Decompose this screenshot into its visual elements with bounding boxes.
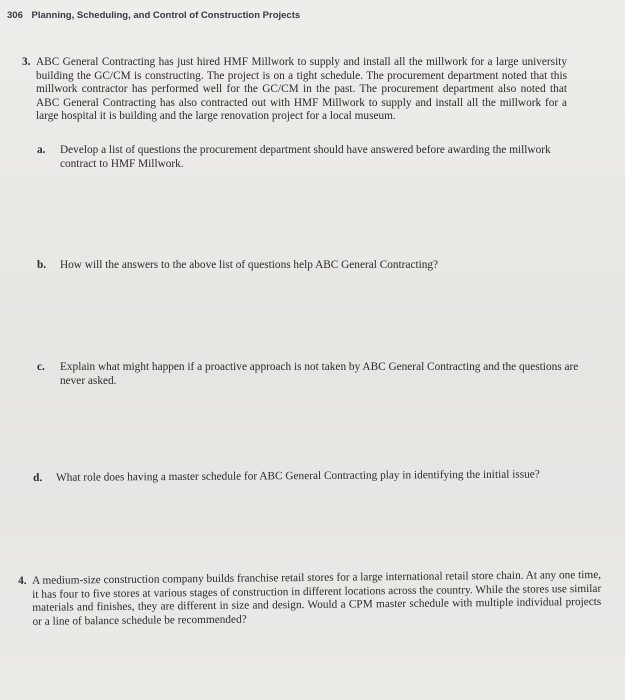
page-number: 306 — [7, 10, 23, 21]
part-text: What role does having a master schedule for ABC General Contracting play in identifying the initial issue? — [55, 468, 540, 484]
running-title: Planning, Scheduling, and Control of Construction Projects — [31, 10, 301, 21]
question-text: ABC General Contracting has just hired HMF Millwork to supply and install all the millwork for a large university building the GC/CM is constructing. The project is on a tight schedule. The procurement department noted that this millwork contractor has performed well for the GC/CM in the past. The procurement department also noted that ABC General Contracting has also contracted out with HMF Millwork to supply and install all the millwork for a large hospital it is building and the large renovation project for a local museum. — [36, 56, 567, 123]
question-3-part-a — [37, 144, 577, 171]
question-3-part-b — [37, 259, 577, 273]
part-letter: b. — [37, 259, 47, 271]
question-3-part-d — [33, 468, 593, 486]
part-text: Explain what might happen if a proactive approach is not taken by ABC General Contracting and the questions are never asked. — [60, 361, 579, 387]
part-letter: d. — [33, 471, 43, 484]
question-4 — [18, 569, 602, 629]
part-letter: c. — [37, 361, 45, 373]
question-number: 4. — [18, 574, 27, 587]
question-number: 3. — [22, 56, 31, 68]
question-3-part-c — [37, 361, 582, 388]
running-head — [7, 10, 300, 21]
part-text: How will the answers to the above list of questions help ABC General Contracting? — [60, 259, 439, 271]
part-text: Develop a list of questions the procurement department should have answered before awarding the millwork contract to HMF Millwork. — [60, 144, 551, 170]
part-letter: a. — [37, 144, 46, 156]
question-text: A medium-size construction company builds franchise retail stores for a large international retail store chain. At any one time, it has four to five stores at various stages of construction in different locations across the country. While the stores use similar materials and finishes, they are different in size and design. Would a CPM master schedule with multiple individual projects or a line of balance schedule be recommended? — [31, 568, 602, 628]
question-3 — [22, 56, 567, 124]
